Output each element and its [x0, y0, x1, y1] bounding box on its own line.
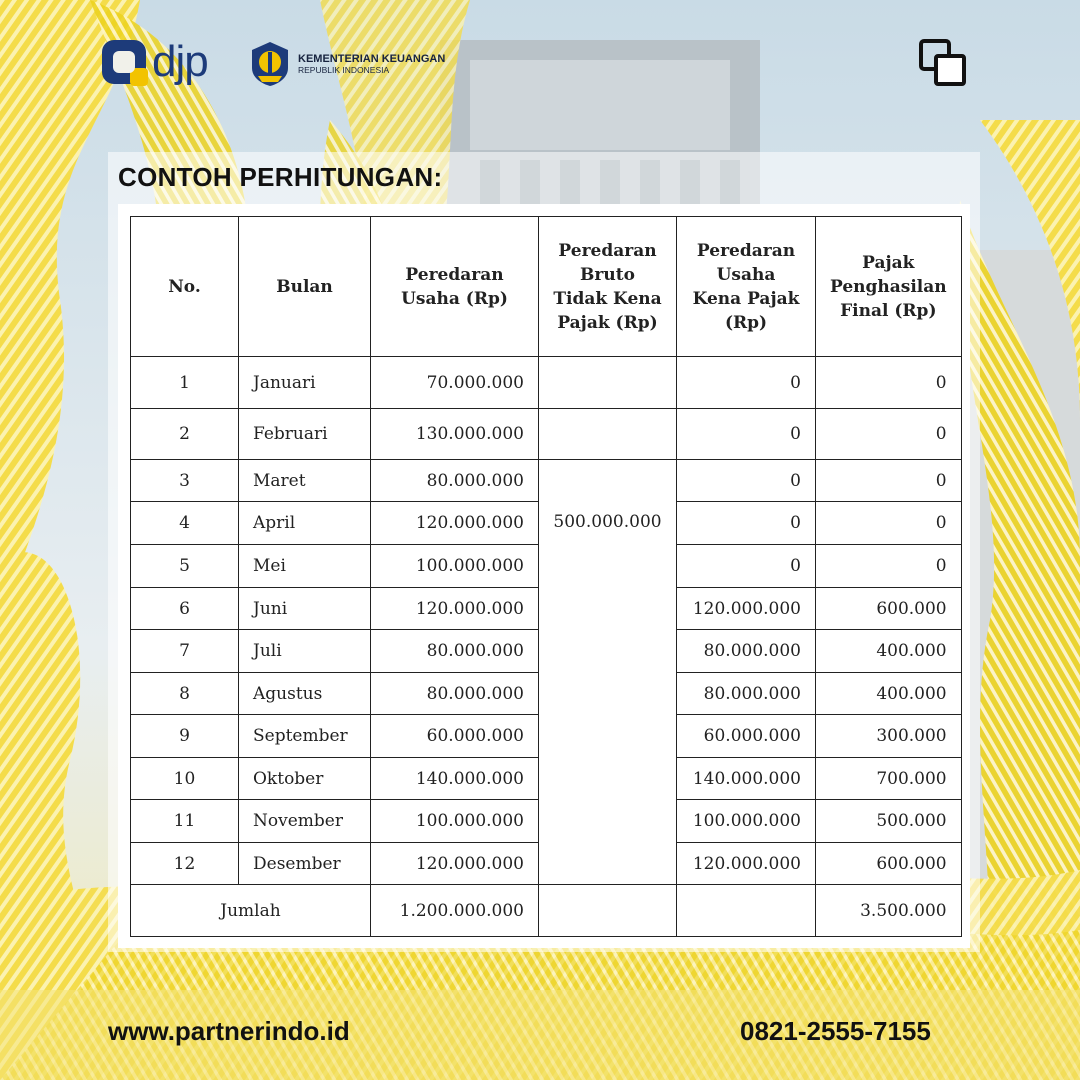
cell-total-kena-pajak: [677, 885, 816, 937]
cell-no: 10: [131, 758, 239, 800]
cell-tidak-kena-pajak: [539, 357, 677, 409]
header-peredaran-tidak-kena-pajak: Peredaran Bruto Tidak Kena Pajak (Rp): [539, 217, 677, 357]
cell-total-peredaran: 1.200.000.000: [371, 885, 539, 937]
cell-bulan: Januari: [239, 357, 371, 409]
cell-bulan: Desember: [239, 843, 371, 885]
cell-kena-pajak: 140.000.000: [677, 758, 816, 800]
cell-no: 2: [131, 409, 239, 460]
multiple-pages-icon: [918, 38, 968, 88]
cell-no: 3: [131, 460, 239, 502]
kemenkeu-name: KEMENTERIAN KEUANGAN: [298, 53, 446, 65]
cell-kena-pajak: 100.000.000: [677, 800, 816, 843]
kemenkeu-subname: REPUBLIK INDONESIA: [298, 65, 390, 75]
cell-peredaran: 120.000.000: [371, 502, 539, 545]
cell-no: 6: [131, 588, 239, 630]
cell-bulan: Juli: [239, 630, 371, 673]
footer-phone: 0821-2555-7155: [740, 1016, 931, 1046]
page-title: CONTOH PERHITUNGAN:: [118, 162, 443, 192]
cell-bulan: November: [239, 800, 371, 843]
cell-bulan: September: [239, 715, 371, 758]
djp-logo-icon: [102, 40, 146, 84]
cell-kena-pajak: 0: [677, 502, 816, 545]
cell-pph: 0: [816, 409, 962, 460]
cell-total-pph: 3.500.000: [816, 885, 962, 937]
table-row: [131, 357, 962, 409]
cell-no: 4: [131, 502, 239, 545]
cell-peredaran: 140.000.000: [371, 758, 539, 800]
cell-no: 11: [131, 800, 239, 843]
cell-pph: 0: [816, 460, 962, 502]
cell-peredaran: 80.000.000: [371, 673, 539, 715]
calculation-table: [130, 216, 962, 937]
cell-bulan: Februari: [239, 409, 371, 460]
cell-kena-pajak: 80.000.000: [677, 630, 816, 673]
cell-kena-pajak: 80.000.000: [677, 673, 816, 715]
cell-peredaran: 70.000.000: [371, 357, 539, 409]
cell-ptkp-merged: [539, 460, 677, 885]
cell-no: 12: [131, 843, 239, 885]
cell-peredaran: 120.000.000: [371, 843, 539, 885]
cell-bulan: Mei: [239, 545, 371, 588]
cell-pph: 400.000: [816, 630, 962, 673]
cell-bulan: Agustus: [239, 673, 371, 715]
header-bulan: Bulan: [239, 217, 371, 357]
cell-bulan: Juni: [239, 588, 371, 630]
cell-total-label: Jumlah: [131, 885, 371, 937]
cell-no: 7: [131, 630, 239, 673]
cell-kena-pajak: 60.000.000: [677, 715, 816, 758]
cell-peredaran: 80.000.000: [371, 630, 539, 673]
cell-kena-pajak: 120.000.000: [677, 843, 816, 885]
cell-no: 1: [131, 357, 239, 409]
table-row: [131, 460, 962, 502]
header-no: No.: [131, 217, 239, 357]
calculation-table-card: [118, 204, 970, 948]
table-header-row: [131, 217, 962, 357]
cell-pph: 0: [816, 502, 962, 545]
cell-no: 8: [131, 673, 239, 715]
cell-peredaran: 60.000.000: [371, 715, 539, 758]
kemenkeu-emblem-icon: [248, 40, 292, 88]
cell-peredaran: 100.000.000: [371, 800, 539, 843]
cell-pph: 700.000: [816, 758, 962, 800]
cell-pph: 400.000: [816, 673, 962, 715]
cell-pph: 0: [816, 357, 962, 409]
ptkp-value: 500.000.000: [553, 512, 662, 532]
table-total-row: [131, 885, 962, 937]
cell-kena-pajak: 0: [677, 545, 816, 588]
cell-kena-pajak: 0: [677, 460, 816, 502]
cell-tidak-kena-pajak: [539, 409, 677, 460]
cell-total-tidak-kena-pajak: [539, 885, 677, 937]
cell-no: 5: [131, 545, 239, 588]
cell-kena-pajak: 0: [677, 357, 816, 409]
cell-pph: 0: [816, 545, 962, 588]
footer-website: www.partnerindo.id: [108, 1016, 350, 1046]
cell-pph: 600.000: [816, 588, 962, 630]
cell-pph: 500.000: [816, 800, 962, 843]
cell-bulan: April: [239, 502, 371, 545]
cell-peredaran: 130.000.000: [371, 409, 539, 460]
cell-kena-pajak: 0: [677, 409, 816, 460]
djp-logo-text: djp: [152, 37, 208, 86]
cell-pph: 600.000: [816, 843, 962, 885]
cell-bulan: Oktober: [239, 758, 371, 800]
cell-peredaran: 120.000.000: [371, 588, 539, 630]
kemenkeu-logo: [248, 40, 445, 88]
djp-logo: [102, 37, 208, 86]
cell-kena-pajak: 120.000.000: [677, 588, 816, 630]
table-row: [131, 409, 962, 460]
header-pph-final: Pajak Penghasilan Final (Rp): [816, 217, 962, 357]
cell-no: 9: [131, 715, 239, 758]
cell-peredaran: 80.000.000: [371, 460, 539, 502]
header-peredaran-usaha: Peredaran Usaha (Rp): [371, 217, 539, 357]
cell-pph: 300.000: [816, 715, 962, 758]
header-peredaran-kena-pajak: Peredaran Usaha Kena Pajak (Rp): [677, 217, 816, 357]
cell-peredaran: 100.000.000: [371, 545, 539, 588]
cell-bulan: Maret: [239, 460, 371, 502]
